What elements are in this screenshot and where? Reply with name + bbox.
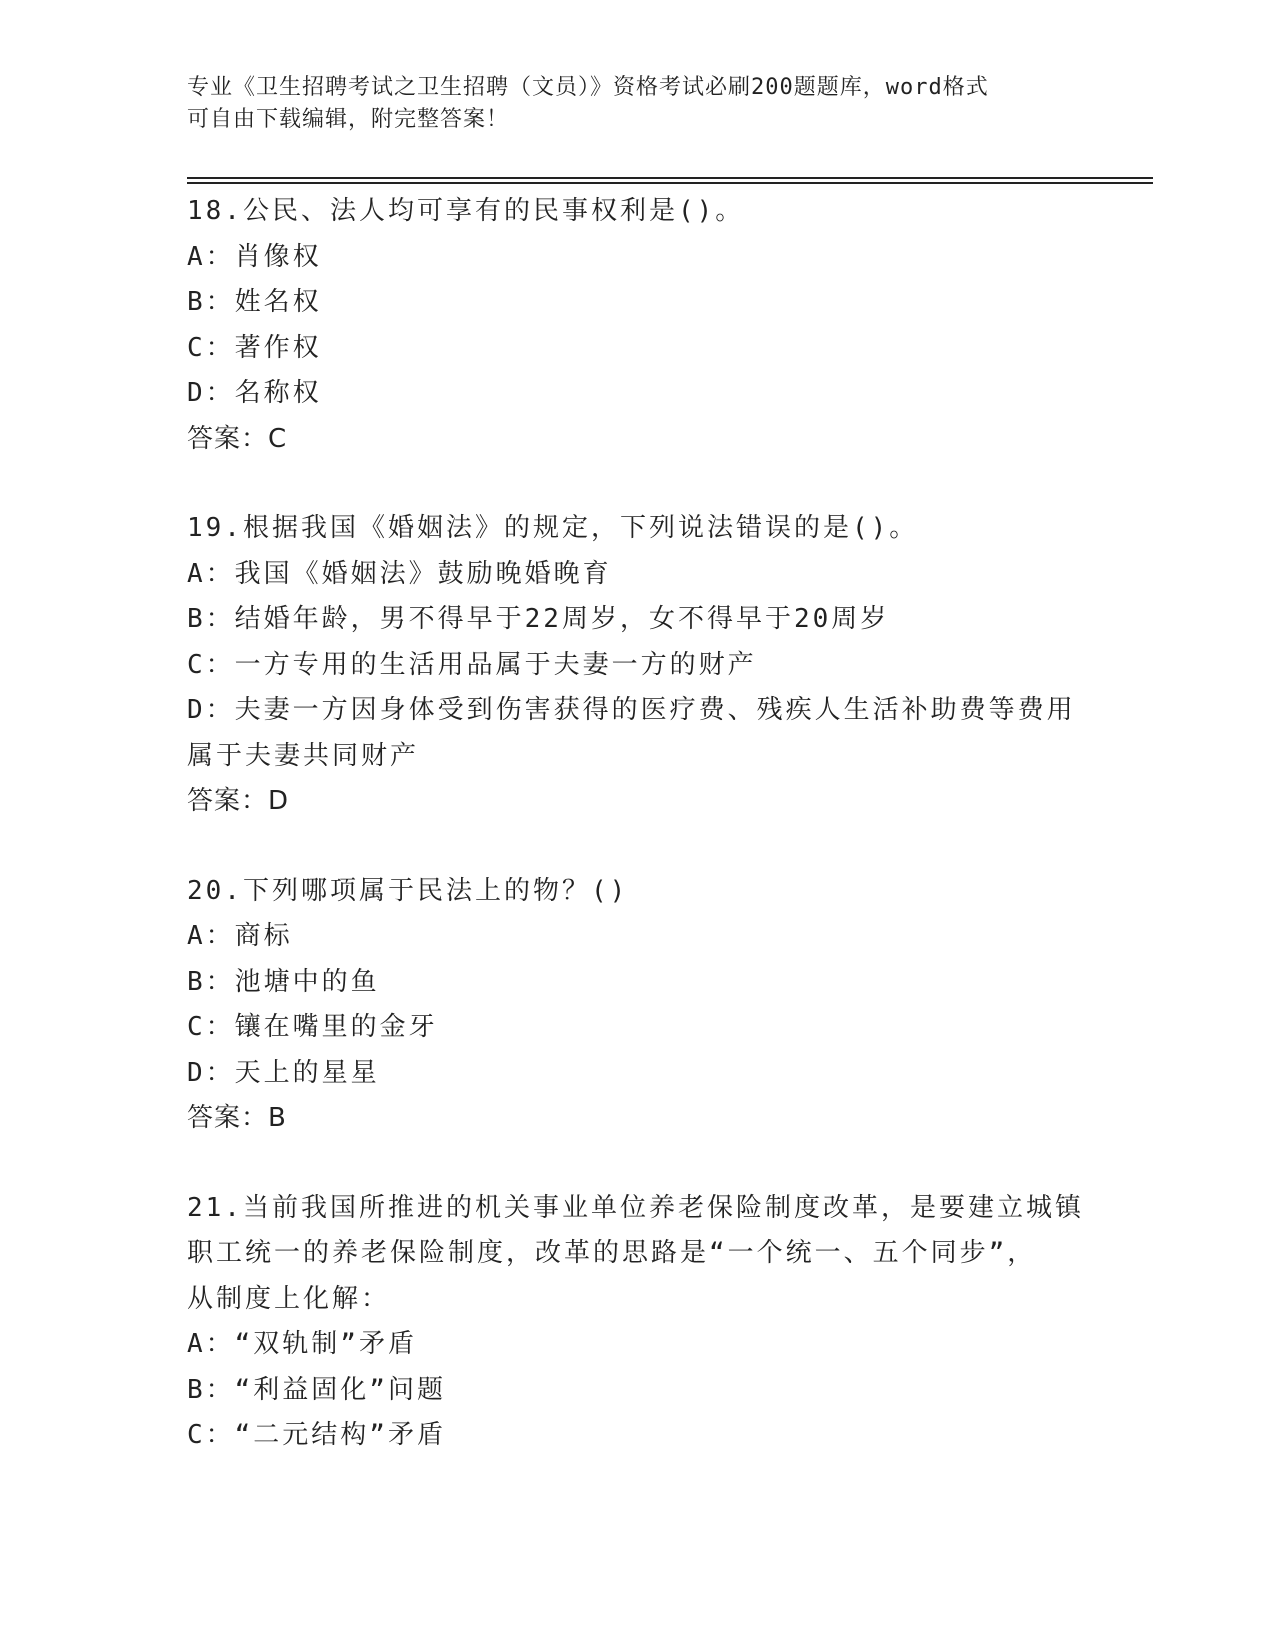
option-c: C：一方专用的生活用品属于夫妻一方的财产 bbox=[187, 649, 757, 680]
option-a: A：肖像权 bbox=[187, 241, 322, 272]
answer: 答案：D bbox=[187, 786, 290, 816]
header-line-1: 专业《卫生招聘考试之卫生招聘（文员）》资格考试必刷200题题库，word格式 bbox=[187, 75, 989, 100]
option-c: C：著作权 bbox=[187, 332, 322, 363]
option-b: B：姓名权 bbox=[187, 287, 322, 317]
option-b: B：池塘中的鱼 bbox=[187, 966, 380, 997]
option-b: B：“利益固化”问题 bbox=[187, 1374, 446, 1405]
header-line-2: 可自由下载编辑，附完整答案！ bbox=[187, 107, 510, 132]
question-stem-line-3: 从制度上化解： bbox=[187, 1283, 391, 1314]
answer: 答案：B bbox=[187, 1103, 287, 1133]
header-divider-top bbox=[187, 177, 1153, 179]
question-stem: 20.下列哪项属于民法上的物？() bbox=[187, 875, 629, 906]
option-b: B：结婚年龄，男不得早于22周岁，女不得早于20周岁 bbox=[187, 604, 890, 634]
option-d: D：名称权 bbox=[187, 378, 322, 408]
question-19 bbox=[187, 506, 1087, 825]
question-stem: 21.当前我国所推进的机关事业单位养老保险制度改革，是要建立城镇 bbox=[187, 1192, 1084, 1223]
option-a: A：“双轨制”矛盾 bbox=[187, 1329, 417, 1359]
option-d: D：夫妻一方因身体受到伤害获得的医疗费、残疾人生活补助费等费用 bbox=[187, 695, 1076, 725]
document-header bbox=[187, 72, 1067, 136]
question-18 bbox=[187, 189, 1087, 462]
question-list bbox=[187, 189, 1087, 1503]
option-d: D：天上的星星 bbox=[187, 1057, 380, 1088]
question-21 bbox=[187, 1186, 1087, 1459]
question-stem: 18.公民、法人均可享有的民事权利是()。 bbox=[187, 196, 745, 226]
option-c: C：“二元结构”矛盾 bbox=[187, 1420, 446, 1450]
option-a: A：商标 bbox=[187, 921, 293, 951]
question-stem-line-2: 职工统一的养老保险制度，改革的思路是“一个统一、五个同步”， bbox=[187, 1238, 1037, 1268]
answer: 答案：C bbox=[187, 423, 288, 454]
option-a: A：我国《婚姻法》鼓励晚婚晚育 bbox=[187, 558, 612, 589]
question-stem: 19.根据我国《婚姻法》的规定，下列说法错误的是()。 bbox=[187, 513, 919, 543]
option-d-continued: 属于夫妻共同财产 bbox=[187, 740, 420, 771]
question-20 bbox=[187, 869, 1087, 1142]
option-c: C：镶在嘴里的金牙 bbox=[187, 1012, 438, 1042]
header-divider-bottom bbox=[187, 182, 1153, 184]
